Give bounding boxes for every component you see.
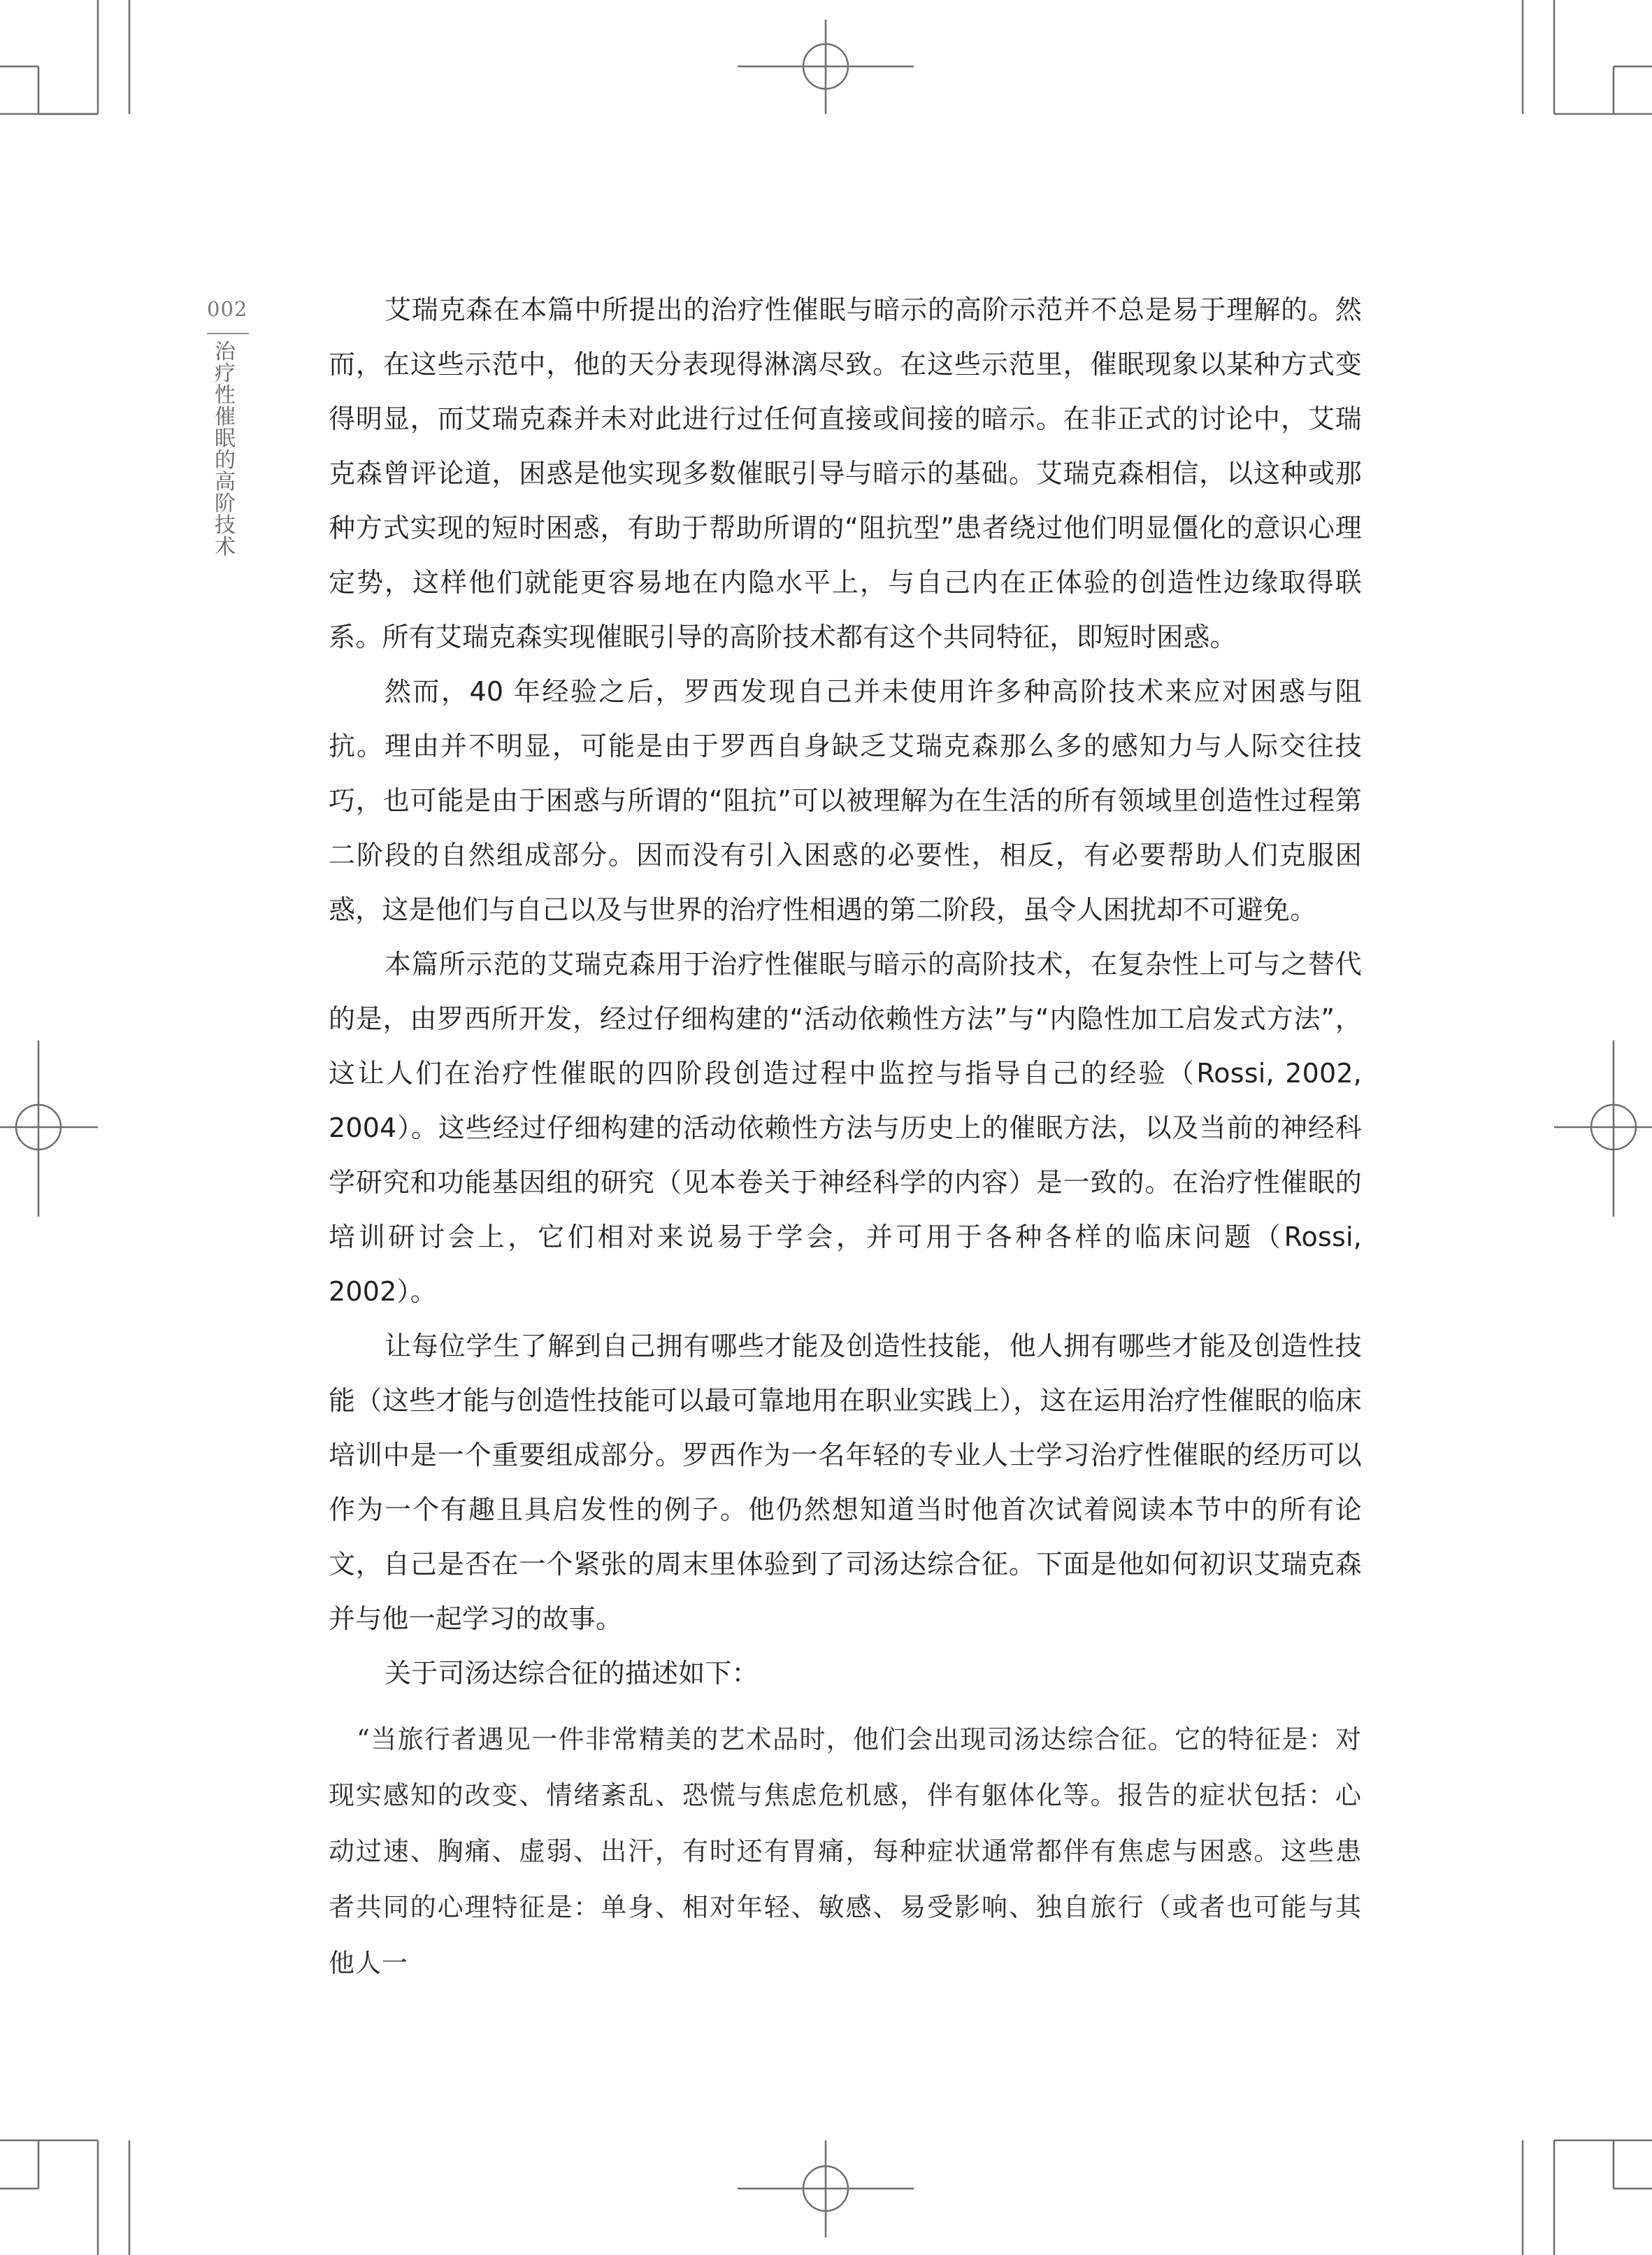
paragraph: 关于司汤达综合征的描述如下： — [385, 1658, 759, 1689]
paragraph: 本篇所示范的艾瑞克森用于治疗性催眠与暗示的高阶技术，在复杂性上可与之替代的是，由罗西所开发，经过仔细构建的“活动依赖性方法”与“内隐性加工启发式方法”，这让人们在治疗性催眠的四阶段创造过程中监控与指导自己的经验（Rossi, 2002, 2004）。这些经过仔细构建的活动依赖性方法与历史上的催眠方法，以及当前的神经科学研究和功能基因组的研究（见本卷关于神经科学的内容）是一致的。在治疗性催眠的培训研讨会上，它们相对来说易于学会，并可用于各种各样的临床问题（Rossi, 2002）。 — [329, 949, 1362, 1307]
body-text — [329, 282, 1362, 1701]
running-head-divider — [207, 333, 249, 334]
paragraph: 然而，40 年经验之后，罗西发现自己并未使用许多种高阶技术来应对困惑与阻抗。理由并不明显，可能是由于罗西自身缺乏艾瑞克森那么多的感知力与人际交往技巧，也可能是由于困惑与所谓的“阻抗”可以被理解为在生活的所有领域里创造性过程第二阶段的自然组成部分。因而没有引入困惑的必要性，相反，有必要帮助人们克服困惑，这是他们与自己以及与世界的治疗性相遇的第二阶段，虽令人困扰却不可避免。 — [329, 676, 1362, 925]
paragraph: 让每位学生了解到自己拥有哪些才能及创造性技能，他人拥有哪些才能及创造性技能（这些才能与创造性技能可以最可靠地用在职业实践上），这在运用治疗性催眠的临床培训中是一个重要组成部分。罗西作为一名年轻的专业人士学习治疗性催眠的经历可以作为一个有趣且具启发性的例子。他仍然想知道当时他首次试着阅读本节中的所有论文，自己是否在一个紧张的周末里体验到了司汤达综合征。下面是他如何初识艾瑞克森并与他一起学习的故事。 — [329, 1331, 1362, 1634]
running-title: 治疗性催眠的高阶技术 — [215, 340, 236, 559]
paragraph: 艾瑞克森在本篇中所提出的治疗性催眠与暗示的高阶示范并不总是易于理解的。然而，在这些示范中，他的天分表现得淋漓尽致。在这些示范里，催眠现象以某种方式变得明显，而艾瑞克森并未对此进行过任何直接或间接的暗示。在非正式的讨论中，艾瑞克森曾评论道，困惑是他实现多数催眠引导与暗示的基础。艾瑞克森相信，以这种或那种方式实现的短时困惑，有助于帮助所谓的“阻抗型”患者绕过他们明显僵化的意识心理定势，这样他们就能更容易地在内隐水平上，与自己内在正体验的创造性边缘取得联系。所有艾瑞克森实现催眠引导的高阶技术都有这个共同特征，即短时困惑。 — [329, 294, 1362, 652]
page-number: 002 — [207, 297, 248, 321]
block-quote: “当旅行者遇见一件非常精美的艺术品时，他们会出现司汤达综合征。它的特征是：对现实感知的改变、情绪紊乱、恐慌与焦虑危机感，伴有躯体化等。报告的症状包括：心动过速、胸痛、虚弱、出汗，有时还有胃痛，每种症状通常都伴有焦虑与困惑。这些患者共同的心理特征是：单身、相对年轻、敏感、易受影响、独自旅行（或者也可能与其他人一 — [329, 1724, 1362, 1978]
